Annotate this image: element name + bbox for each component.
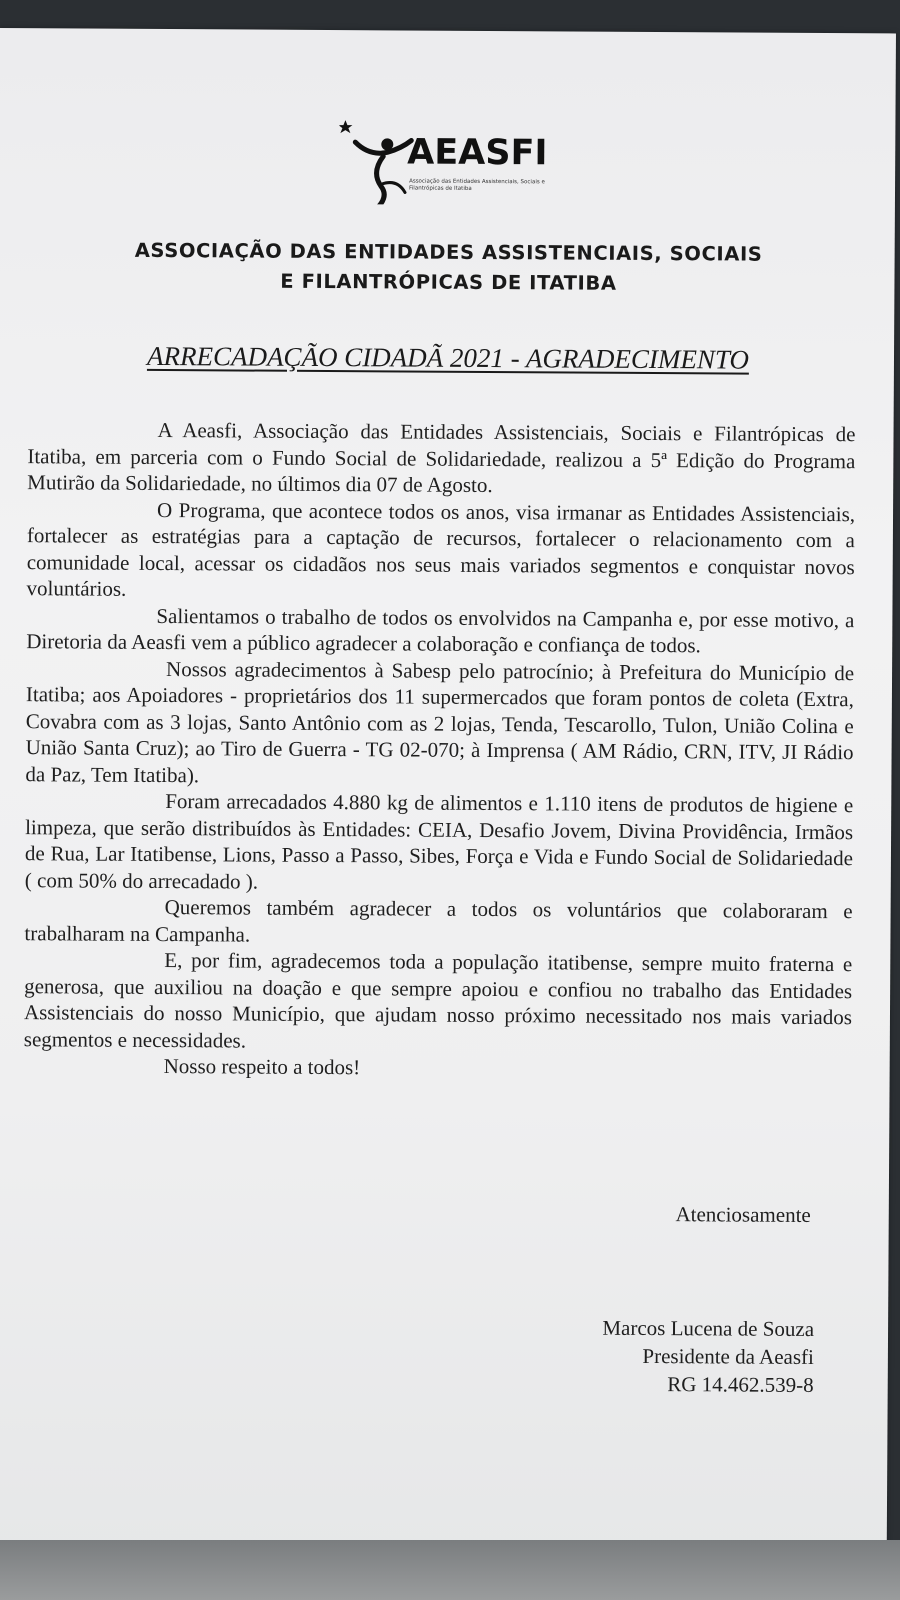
paragraph-7: E, por fim, agradecemos toda a população itatibense, sempre muito fraterna e generosa, que auxiliou na doação e que sempre apoiou e confiou no trabalho das Entidades Assistenciais do nosso Município, que ajudam nosso próximo necessitado nos mais variados segmentos e necessidades. (23, 948, 853, 1053)
paragraph-5: Foram arrecadados 4.880 kg de alimentos e 1.110 itens de produtos de higiene e limpeza, que serão distribuídos às Entidades: CEIA, Desafio Jovem, Divina Providência, Irmãos de Rua, Lar Itatibense, Lions, Passo a Passo, Sibes, Força e Vida e Fundo Social de Solidariedade ( com 50% do arrecadado ). (24, 789, 854, 894)
org-line-1: ASSOCIAÇÃO DAS ENTIDADES ASSISTENCIAIS, SOCIAIS (134, 238, 763, 266)
paragraph-1: A Aeasfi, Associação das Entidades Assistenciais, Sociais e Filantrópicas de Itatiba, em parceria com o Fundo Social de Solidariedade, realizou a 5ª Edição do Programa Mutirão da Solidariedade, no últimos dia 07 de Agosto. (27, 417, 856, 498)
closing: Atenciosamente (675, 1202, 811, 1227)
logo-subtitle: Associação das Entidades Assistenciais, Sociais e Filantrópicas de Itatiba (409, 178, 545, 192)
signer-name: Marcos Lucena de Souza (602, 1315, 815, 1341)
org-line-2: E FILANTRÓPICAS DE ITATIBA (280, 269, 617, 295)
paragraph-4: Nossos agradecimentos à Sabesp pelo patrocínio; à Prefeitura do Município de Itatiba; aos Apoiadores - proprietários dos 11 supermercados que foram pontos de coleta (Extra, Covabra com as 3 lojas, Santo Antônio com as 2 lojas, Tenda, Tescarollo, Tulon, União Colina e União Santa Cruz); ao Tiro de Guerra - TG 02-070; à Imprensa ( AM Rádio, CRN, ITV, JI Rádio da Paz, Tem Itatiba). (25, 656, 855, 787)
letter-page (0, 28, 896, 1565)
signature-block (602, 1314, 814, 1399)
paragraph-2: O Programa, que acontece todos os anos, visa irmanar as Entidades Assistenciais, fortalecer as estratégias para a captação de recursos, fortalecer o relacionamento com a comunidade local, acessar os cidadãos nos seus mais variados segmentos e conquistar novos voluntários. (26, 497, 856, 601)
letter-body (24, 416, 856, 1084)
organization-name (38, 235, 858, 300)
letter-title: ARRECADAÇÃO CIDADÃ 2021 - AGRADECIMENTO (146, 340, 750, 375)
paragraph-3: Salientamos o trabalho de todos os envolvidos na Campanha e, por esse motivo, a Diretoria da Aeasfi vem a público agradecer a colaboração e confiança de todos. (26, 603, 855, 658)
paragraph-8: Nosso respeito a todos! (163, 1054, 361, 1080)
paragraph-6: Queremos também agradecer a todos os voluntários que colaboraram e trabalharam na Campanha. (24, 895, 853, 947)
signer-rg: RG 14.462.539-8 (667, 1372, 814, 1397)
aeasfi-logo (339, 92, 590, 206)
signer-role: Presidente da Aeasfi (642, 1343, 814, 1369)
logo-name: AEASFI (407, 132, 548, 174)
background-surface (0, 1540, 900, 1600)
